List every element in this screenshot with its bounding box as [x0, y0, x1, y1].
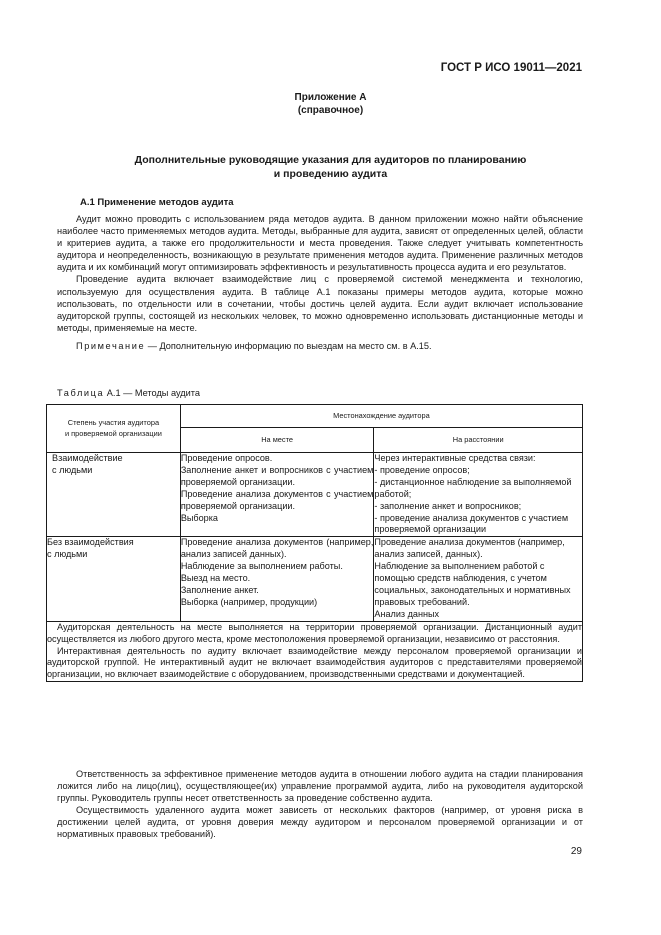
cell-remote: Проведение анализа документов (например, анализ записей, данных). Наблюдение за выполнением работой с помощью средств наблюдения, с учетом социальных, законодательных и нормативных правовых требований. Анализ данных: [374, 537, 583, 621]
table-row: [47, 537, 583, 621]
table-note-row: [47, 621, 583, 682]
table-note-paragraph: Аудиторская деятельность на месте выполняется на территории проверяемой организации. Дистанционный аудит осуществляется из любого другого места, кроме местоположения проверяемой организации, независимо от расстояния.: [47, 621, 582, 644]
note-label: Примечание: [76, 340, 146, 351]
note-paragraph: [57, 340, 583, 352]
audit-methods-table: [46, 404, 583, 682]
document-code: ГОСТ Р ИСО 19011—2021: [440, 62, 582, 74]
header-participation: Степень участия аудитора и проверяемой организации: [47, 405, 181, 453]
appendix-heading: [0, 92, 661, 117]
appendix-subtitle: (справочное): [297, 104, 364, 116]
row-label: Взаимодействие с людьми: [47, 453, 181, 537]
section-body: [57, 213, 583, 352]
table-note: [47, 621, 583, 682]
table-note-paragraph: Интерактивная деятельность по аудиту включает взаимодействие между персоналом проверяемой организации и аудиторской группой. Не интерактивный аудит не включает взаимодействия аудиторов с представителями проверяемой организации, но включает взаимодействие с оборудованием, производственными средствами и документацией.: [47, 645, 582, 680]
cell-onsite: Проведение анализа документов (например, анализ записей данных). Наблюдение за выполнением работы. Выезд на место. Заполнение анкет. Выборка (например, продукции): [180, 537, 374, 621]
section-heading: А.1 Применение методов аудита: [80, 197, 234, 208]
closing-body: [57, 768, 583, 841]
row-label: Без взаимодействия с людьми: [47, 537, 181, 621]
cell-onsite: Проведение опросов. Заполнение анкет и вопросников с участием проверяемой организации. Проведение анализа документов с участием проверяемой организации. Выборка: [180, 453, 374, 537]
paragraph: Проведение аудита включает взаимодействие лиц с проверяемой системой менеджмента и технологию, используемую для осуществления аудита. В таблице А.1 показаны примеры методов аудита, которые можно использовать, по отдельности или в сочетании, чтобы достичь целей аудита. Если аудит включает использование аудиторской группы, состоящей из нескольких человек, то можно одновременно использовать дистанционные методы и методы, применяемые на месте.: [57, 274, 583, 333]
appendix-title: Приложение А: [294, 92, 367, 103]
paragraph: Ответственность за эффективное применение методов аудита в отношении любого аудита на стадии планирования ложится либо на лицо(лиц), осуществляющее(их) управление программой аудита, либо на руководителя аудиторской группы. Руководитель группы несет ответственность за проведение собственно аудита.: [57, 769, 583, 804]
header-remote: На расстоянии: [374, 428, 583, 453]
table-caption: [57, 388, 200, 398]
table-row: [47, 453, 583, 537]
paragraph: Осуществимость удаленного аудита может зависеть от нескольких факторов (например, от уровня риска в достижении целей аудита, от уровня доверия между аудитором и персоналом проверяемой организации и от нормативных правовых требований).: [57, 805, 583, 840]
main-title: [80, 154, 581, 181]
table-caption-text: А.1 — Методы аудита: [104, 388, 200, 398]
header-onsite: На месте: [180, 428, 374, 453]
page-number: 29: [570, 846, 582, 857]
main-title-line2: и проведению аудита: [273, 167, 388, 180]
note-text: — Дополнительную информацию по выездам на место см. в А.15.: [145, 340, 432, 351]
table-caption-label: Таблица: [57, 388, 105, 398]
paragraph: Аудит можно проводить с использованием ряда методов аудита. В данном приложении можно найти объяснение наиболее часто применяемых методов аудита. Методы, выбранные для аудита, зависят от определенных целей, области и критериев аудита, а также его продолжительности и места проведения. Также следует учитывать компетентность аудитора и неопределенность, возникающую в результате применения методов аудита. Применение различных методов аудита и их комбинаций могут оптимизировать эффективность и результативность процесса аудита и его результатов.: [57, 214, 583, 273]
cell-remote: Через интерактивные средства связи: - проведение опросов; - дистанционное наблюдение за выполняемой работой; - заполнение анкет и вопросников; - проведение анализа документов с участием проверяемой организации: [374, 453, 583, 537]
header-location: Местонахождение аудитора: [180, 405, 582, 428]
main-title-line1: Дополнительные руководящие указания для аудиторов по планированию: [134, 154, 527, 166]
